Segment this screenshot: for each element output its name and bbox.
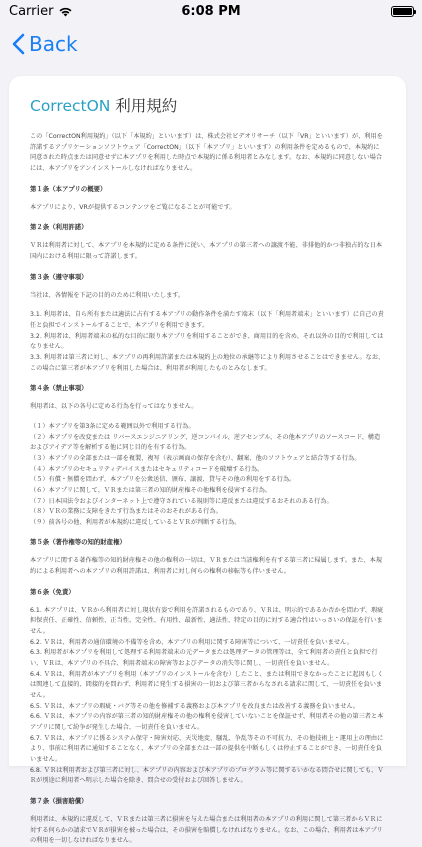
section-list [30,606,385,787]
navigation-bar [0,22,422,66]
list-item: 6.7. ＶＲは、本アプリに係るシステム保守・障害対応、天災地変、騒乱、争乱等その不可抗力、その他技術上・運用上の理由により、事前に利用者に通知することなく、本アプリの全部または一部の提供を中断もしくは停止することができ、一切責任を負いません。 [30,734,384,763]
section-heading: 第３条（遵守事項） [30,272,88,281]
section-heading: 第６条（免責） [30,587,75,596]
terms-document[interactable] [9,76,406,845]
list-item: （１）本アプリを第3条に定める範囲以外で利用する行為。 [30,422,195,430]
wifi-icon [58,6,73,17]
status-left [9,4,73,19]
list-item: （５）有償・無償を問わず、本アプリを公衆送信、頒布、譲渡、貸与その他の利用をする行為。 [30,476,296,484]
page-title [30,94,385,116]
section-heading: 第４条（禁止事項） [30,384,88,393]
section-heading: 第５条（著作権等の知的財産権） [30,538,126,547]
section-paragraph: ＶＲは利用者に対して、本アプリを本規約に定める条件に従い、本アプリの第三者への譲渡不能、非排他的かつ非独占的な日本国内における利用に限って許諾します。 [30,242,383,260]
list-item: 6.4. ＶＲは、利用者が本アプリを利用（本アプリのインストールを含む）したこと、または利用できなかったことに起因もしくは関連して直接的、間接的を問わず、利用者に発生する損害の一切および第三者からなされる請求に関して、一切責任を負いません。 [30,670,384,700]
list-item: 6.2. ＶＲは、利用者の通信環境の不備等を含め、本アプリの利用に関する障害等について、一切責任を負いません。 [30,638,353,646]
section-heading: 第２条（利用許諾） [30,223,88,232]
battery-fill [393,8,412,15]
list-item: （８）ＶＲの業務に支障をきたす行為またはそのおそれがある行為。 [30,508,222,516]
list-item: 6.8. ＶＲは利用者および第三者に対し、本アプリの内容および本アプリのプログラム等に関するいかなる問合せに関しても、ＶＲが別途に利用者へ明示した場合を除き、問合せの受付および回答しません。 [30,766,384,785]
chevron-left-icon [12,33,25,55]
section-heading: 第７条（損害賠償） [30,796,88,805]
list-item: （４）本アプリのセキュリティデバイスまたはセキュリティコードを破壊する行為。 [30,465,264,473]
list-item: 3.2. 利用者は、利用者端末の私的な目的に限り本アプリを利用することができ、商用目的を含め、それ以外の目的で利用してはなりません。 [30,332,384,351]
list-item: （６）本アプリに関して、ＶＲまたは第三者の知的財産権その他権利を侵害する行為。 [30,486,271,494]
title-rest: 利用規約 [110,97,178,115]
list-item: （２）本アプリを改変または リバースエンジニアリング、逆コンパイル、逆アセンブル、その他本アプリのソースコード、構造およびアイデア等を解析する他に同じ目的を有する行為。 [30,433,381,452]
section-paragraph: 当社は、各情報を下記の目的のために利用いたします。 [30,291,185,299]
section-heading: 第１条（本アプリの概要） [30,184,107,193]
list-item: 3.3. 利用者は第三者に対し、本アプリの再利用許諾または本規約上の地位の承継等により利用させることはできません。なお、この場合に第三者が本アプリを利用した場合は、利用者が利用したものとみなします。 [30,353,385,372]
list-item: （７）日本国法令およびインターネット上で遵守されている規則等に違反または違反するおそれのある行為。 [30,497,333,505]
list-item: 6.5. ＶＲは、本アプリの瑕疵・バグ等その他を修補する義務および本アプリを改良または改善する義務を負いません。 [30,702,360,710]
section-paragraph: 本アプリに関する著作権等の知的財産権その他の権利の一切は、ＶＲまたは当該権利を有する第三者に帰属します。また、本規約による利用者への本アプリの利用許諾は、利用者に対し何らの権利の移転等も伴いません。 [30,557,382,576]
battery-icon [391,6,414,17]
section-paragraph: 利用者は、以下の各号に定める行為を行ってはなりません。 [30,403,198,411]
back-label: Back [29,32,78,56]
title-brand: CorrectON [30,97,111,115]
list-item: 3.1. 利用者は、自ら所有または適法に占有する本アプリの動作条件を満たす端末（以下「利用者端末」といいます）に自己の責任と負担でインストールすることで、本アプリを利用できます。 [30,311,384,329]
carrier-label: Carrier [9,3,54,19]
section-list [30,422,385,529]
back-button[interactable] [0,32,78,56]
section-paragraph: 利用者は、本規約に違反して、ＶＲまたは第三者に損害を与えた場合または利用者の本アプリの利用に関して第三者からＶＲに対する何らかの請求でＶＲが損害を被った場合は、その損害を賠償しなければなりません。なお、この場合、利用者は本アプリの利用を一切しなければなりません。 [30,815,383,845]
section-list [30,310,385,374]
status-bar [0,0,422,22]
list-item: （９）前各号の他、利用者が本規約に違反しているとＶＲが判断する行為。 [30,518,241,526]
document-body [30,132,385,847]
list-item: 6.1. 本アプリは、ＶＲから利用者に対し現状有姿で利用を許諾されるものであり、ＶＲは、明示的であるか否かを問わず、瑕疵担保責任、正確性、信頼性、正当性、完全性、有用性、最新性、適法性、特定の目的に対する適合性はいっさいの保証を行いません。 [30,606,384,636]
intro-paragraph: この「CorrectON利用規約」（以下「本規約」といいます）は、株式会社ビデオリサーチ（以下「VR」といいます）が、利用を許諾するアプリケーションソフトウェア「CorrectON」（以下「本アプリ」といいます）の利用条件を定めるもので、本規約に同意された時点または同意せずに本アプリを利用した時点で本規約に係る利用者とみなします。なお、本規約に同意しない場合には、本アプリをアンインストールしなければなりません。 [30,133,383,172]
list-item: （３）本アプリの全部または一部を複製、複写（表示画面の保存を含む）、翻案、他のソフトウェアと結合等する行為。 [30,454,361,462]
list-item: 6.3. 利用者が本アプリを利用して処理する利用者端末の元データまたは処理データの管理等は、全て利用者の責任と負担で行い、ＶＲは、本アプリの不具合、利用者端末の障害等およびデータの消失等に関し、一切責任を負いません。 [30,649,378,668]
list-item: 6.6. ＶＲは、本アプリの内容が第三者の知的財産権その他の権利を侵害していないことを保証せず、利用者その他の第三者と本アプリに関して紛争が発生した場合、一切責任を負いません。 [30,713,384,732]
sections-container [30,184,385,847]
clock-time: 6:08 PM [181,3,241,19]
section-paragraph: 本アプリにより、VRが提供するコンテンツをご覧になることが可能です。 [30,203,236,211]
